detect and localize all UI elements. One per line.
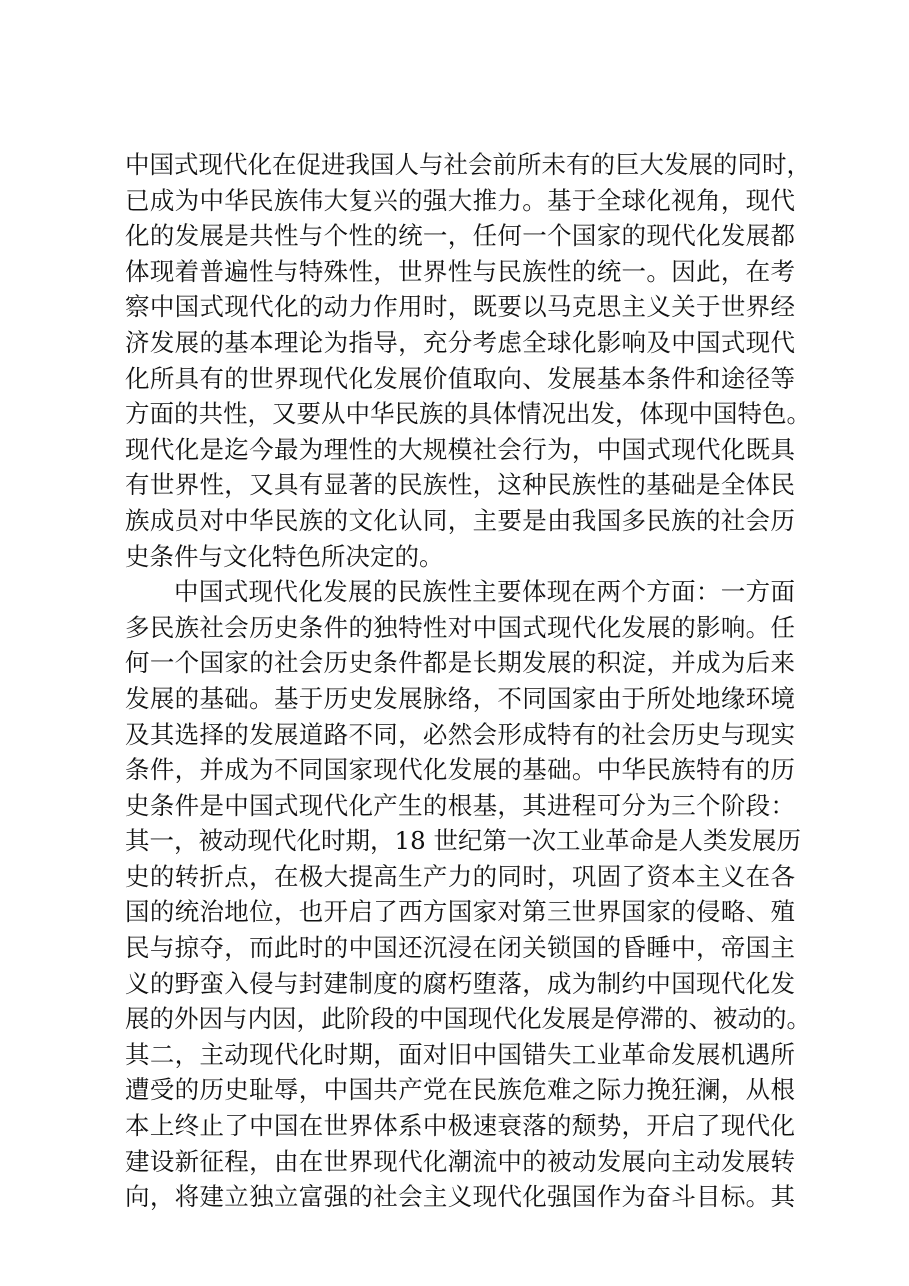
text-line: 义的野蛮入侵与封建制度的腐朽堕落，成为制约中国现代化发 <box>125 968 795 998</box>
text-line: 民与掠夺，而此时的中国还沉浸在闭关锁国的昏睡中，帝国主 <box>125 933 795 963</box>
text-line: 条件，并成为不同国家现代化发展的基础。中华民族特有的历 <box>125 755 795 785</box>
text-line: 方面的共性，又要从中华民族的具体情况出发，体现中国特色。 <box>125 399 811 429</box>
text-line: 中国式现代化在促进我国人与社会前所未有的巨大发展的同时， <box>125 150 811 179</box>
text-line: 向，将建立独立富强的社会主义现代化强国作为奋斗目标。其 <box>125 1182 795 1212</box>
text-line: 史条件与文化特色所决定的。 <box>125 541 444 571</box>
text-line: 建设新征程，由在世界现代化潮流中的被动发展向主动发展转 <box>125 1146 795 1176</box>
text-line: 其二，主动现代化时期，面对旧中国错失工业革命发展机遇所 <box>125 1039 795 1069</box>
text-line: 族成员对中华民族的文化认同，主要是由我国多民族的社会历 <box>125 505 795 535</box>
text-line: 国的统治地位，也开启了西方国家对第三世界国家的侵略、殖 <box>125 897 795 927</box>
text-line: 展的外因与内因，此阶段的中国现代化发展是停滞的、被动的。 <box>125 1004 811 1034</box>
paragraph-first-line: 中国式现代化发展的民族性主要体现在两个方面：一方面 <box>174 577 795 607</box>
text-line: 其一，被动现代化时期，18 世纪第一次工业革命是人类发展历 <box>125 826 801 856</box>
text-line: 化所具有的世界现代化发展价值取向、发展基本条件和途径等 <box>125 363 795 393</box>
text-line: 及其选择的发展道路不同，必然会形成特有的社会历史与现实 <box>125 719 795 749</box>
text-line: 有世界性，又具有显著的民族性，这种民族性的基础是全体民 <box>125 470 795 500</box>
text-line: 本上终止了中国在世界体系中极速衰落的颓势，开启了现代化 <box>125 1111 795 1141</box>
text-line: 现代化是迄今最为理性的大规模社会行为，中国式现代化既具 <box>125 434 795 464</box>
text-line: 化的发展是共性与个性的统一，任何一个国家的现代化发展都 <box>125 221 795 251</box>
text-line: 史条件是中国式现代化产生的根基，其进程可分为三个阶段： <box>125 790 795 820</box>
text-line: 遭受的历史耻辱，中国共产党在民族危难之际力挽狂澜，从根 <box>125 1075 795 1105</box>
text-line: 体现着普遍性与特殊性，世界性与民族性的统一。因此，在考 <box>125 256 795 286</box>
body-text <box>125 147 811 1215</box>
text-line: 史的转折点，在极大提高生产力的同时，巩固了资本主义在各 <box>125 861 795 891</box>
text-line: 多民族社会历史条件的独特性对中国式现代化发展的影响。任 <box>125 612 795 642</box>
text-line: 已成为中华民族伟大复兴的强大推力。基于全球化视角，现代 <box>125 185 795 215</box>
text-line: 济发展的基本理论为指导，充分考虑全球化影响及中国式现代 <box>125 327 795 357</box>
text-line: 察中国式现代化的动力作用时，既要以马克思主义关于世界经 <box>125 292 795 322</box>
text-line: 发展的基础。基于历史发展脉络，不同国家由于所处地缘环境 <box>125 683 795 713</box>
text-line: 何一个国家的社会历史条件都是长期发展的积淀，并成为后来 <box>125 648 795 678</box>
